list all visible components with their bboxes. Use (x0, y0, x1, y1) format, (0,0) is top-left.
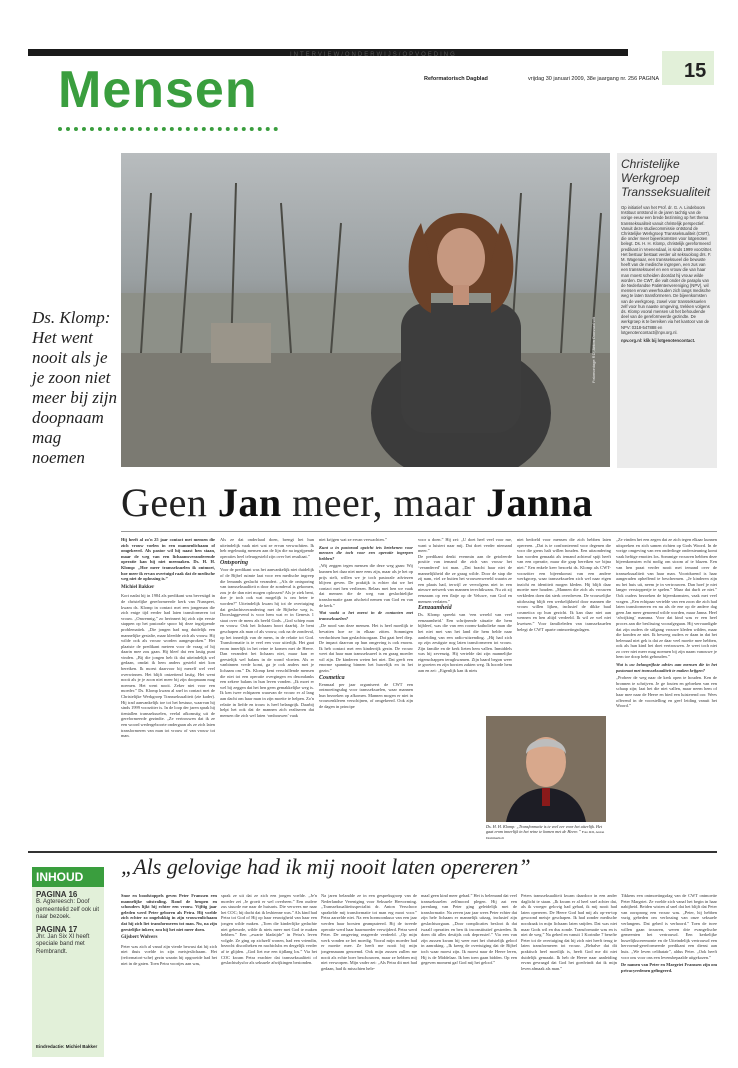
second-column-3 (321, 893, 417, 1053)
second-headline: „Als gelovige had ik mij nooit laten opereren” (121, 854, 531, 879)
sidebar-footer: npv.org.nl: klik bij lotgenotencontact. (621, 338, 696, 344)
portrait-credit: Foto RD, Anton Dommerholt (486, 830, 605, 840)
section-label: INTERVIEW/ONDERWIJS/OPVOEDING (290, 52, 457, 58)
pull-quote: Ds. Klomp: Het went nooit als je je zoon niet meer bij zijn doopnaam mag noemen (32, 308, 117, 467)
article-column-2 (220, 537, 314, 849)
second-text-2: sprak ze uit dat ze zich een jongen voelde. „Je'n moeder zei ‚Je groeit er wel overheen.” Een oudere zus stuurde me naar de huisarts. Die verwees me naar het COC; hij dacht dat ik lesbienne was.” Als kind had Petra tot God of Hij op haar eeuwigheid van haar een jongen wilde maken. „Toen die kinderlijke gedachte niet gebeurde, wilde ik niets meer met God te maken hebben.” Een „zwarte bladzijde” in Petra's leven volgde. Ze ging op zichzelf wonen, had een vriendin, bezocht discotheken en nachtclubs en dergelijk verder af te glijden. „God liet me een tijdlang los.” Via het COC kwam Petra erachter dat transseksualiteit of geslachtsdysfor als seksuele afwijkingen bestonden. (221, 893, 317, 966)
article-text-3d: Eenmaal per jaar organiseert de CWT een ontmoetingsdag voor transseksuelen, waar mannen hun bezoeken op afkomen. Mannen mogen er niet in vrouwenkleren verschijnen, of omgekeerd. Ook zijn de dagen in principe (319, 681, 413, 710)
article-text-6: „Ze vinden het een zegen dat ze zich tegen elkaar kunnen uitspreken en zich samen richten op Gods Woord. In de vorige omgeving van een onderlinge ondersteuning komt vaak heftige emoties los. Sommige vrouwen hebben deze bijeenkomsten echt nodig om stoom af te blazen. Een van hen praat verder nooit met iemand over de transseksualiteit van haar man. Voortdurend is haar aangeraden opheffend te beschermen. „Je kinderen zijn nu het huis uit, neem je in vertrouwen. Dan hoef je niet langer verstoppertje te spelen.” Maar dat durft ze niet.” Ook ouders bezoeken de bijeenkomsten, vaak met veel vragen. „Een echtpaar vertelde van een zoon die zich had laten transformeren en nu als de ene op de andere dag geen Jan meer genoemd wilde worden, maar Janna. Heel ‘afwijking’ mamma. Voor dat kind was er een heel proces aan die beslissing voorafgegaan. Hij vervaardigde dat zijn ouders de stilgang vrouwe kleden wilden, maar die konden ze niet. Ik beweeg ouders er daan in dat het belemaal niet gek is dat ze daar veel moeite mee hebben, ook als hun kind het doet vertrouwen. Je weet toch niet zo over niet meer mag noemen bij zijn naam vanouwe je hem toe doop hebt gehouden.” (616, 537, 717, 660)
article-text-5: niet bedoeld voor mensen die zich hebben laten opereren. „Dat is te confronterend voor degenen die voor die grens halt willen houden. Een uitzondering kan worden gemaakt als iemand achteraf spijt heeft van een operatie, maar die grap bereiken we bijna niet.” Een enkele keer bezoekt ds. Klomp als CWT-voorzitter een bijeenkomst van een andere werkgroep, waar transseksuelen zich wel naar eigen inzicht en identiteit mogen kleden. Hij blijft daar moeite mee houden. „Mannen die zich als vrouwen verkleden doen dat sterk overdreven. De vrouwelijke uitdossing blijft een werkelijkheid door mannen die vrouw willen lijken, inclusief de dikke baal cosmetica op hun gezicht. Ik kan daar niet aan wennen en hen altijd verdeeld. Ik wil ze wel niet kwetsen.” Voor familieleden van transseksuelen belegt de CWT aparte ontmoetingsdagen. (517, 537, 611, 632)
article-author: Michiel Bakker (121, 584, 155, 590)
contents-text: B. Agtereesch: Doof gemeentelid zelf ook uit naar bezoek. (36, 899, 100, 920)
section-divider (28, 851, 717, 853)
article-text-4: voor u doen.” Hij zei: „U doet heel veel voor me, want u luistert naar mij. Dat doet verder niemand meer.” (418, 537, 512, 554)
contents-title: INHOUD (32, 867, 104, 887)
question-1: Kunt u in pastoraal opzicht iets betekenen voor mensen die toch voor een operatie ingrepen hebben? (319, 544, 413, 561)
second-footnote: De namen van Peter en Margriet Franssen zijn om privacyredenen gefingeerd. (621, 962, 717, 973)
contents-item (32, 922, 104, 957)
headline-rule (121, 531, 717, 532)
contents-page: PAGINA 17 (36, 924, 78, 934)
headline-part-2: meer, maar (281, 480, 486, 525)
mannequin-illustration (121, 153, 610, 467)
second-column-1 (121, 893, 217, 1053)
article-column-6 (616, 537, 717, 849)
second-author: Gijsbert Wolvers (121, 935, 158, 941)
second-text-4: maal geen kind meer gehad.” Het is belemand dat veel transseksuelen zelfmoord plegen. Hij zat een jarenlang van Peter ging geleidelijk met de transformatie. Na zeven jaar jaar wees Peter echter dat zijn hele lichaam er mannelijk uitzag, inclusief zijn geslachtsorgaan. „Door complicaties besloot ik dat twaalf operaties en ben ik inconstitutief gestreden. Ik doen dit alles destijds ook depressief.” Via een van zijn zussen kwam hij weer met het christelijk geloof in aanraking. „Ik kreeg de overtuiging dat de Bijbel toch waar moest zijn. Ik moest naar de Heere leren, Hij is de Middelaar. Ik ben toen gaan bidden. Op een gegeven moment gaf God mij het geloof.” (421, 893, 517, 966)
brand-underline (58, 127, 278, 131)
subheading-cosmetica: Cosmetica (319, 674, 345, 681)
contents-page: PAGINA 16 (36, 890, 78, 899)
portrait-illustration (486, 716, 606, 822)
sidebar-box (617, 153, 717, 468)
second-column-2 (221, 893, 317, 1053)
contents-text: Jhr. Jan Six XI heeft speciale band met Rembrandt. (36, 933, 90, 955)
subheading-eenzaamheid: Eenzaamheid (418, 605, 452, 612)
sidebar-body: Op initiatief van het Prof. dr. G. A. Lindeboom Instituut ontstond in de jaren tachtig van de vorige eeuw een brede bezinning op het thema transseksualiteit vanuit christelijk perspectief. Vanuit deze studiecommissie ontstond de Christelijke Werkgroep Transseksualiteit (CWT), die onder meer bijeenkomsten voor lotgenoten belegt. Ds. H. H. Klomp, christelijk gereformeerd predikant in Veenendaal, is sinds 1999 voorzitter. Het bestuur bestaat verder uit seksuoloog drs. F. M. Wagenaar, een transseksueel die bewuste heeft van de medische ingrepen, een zus van een transseksueel en een vrouw die van haar man moest scheiden doordat hij vrouw wilde worden. De CWT, die valt onder de paraplu van de Nederlandse Patiëntenvereniging (NPV), wil mensen ervan weerhouden zich langs medische weg te laten transformeren. De bijeenkomsten van de werkgroep, zowel voor transseksuelen zelf voor hun naaste omgeving, trekken volgens ds. Klomp vooral mensen uit het behoudende deel van de gereformeerde gezindte. De werkgroep is te bereiken via het kantoor van de NPV: 0318-547888 en lotgenotencontact@npv.org.nl. (621, 205, 713, 335)
second-column-4 (421, 893, 517, 1053)
article-text-2b: Voor de predikant was het aanvankelijk niet duidelijk of de Bijbel ruimte laat voor een medische ingreep die lemands geslacht verandert. „Als de ontsporing van transseksualiteit n door de zondeval is gekomen, zou je de dan niet mogen oplossen? Als je ziek bent, doe je toch ook wat mogelijk is om beter te worden?” Uiteindelijk kwam hij tot de overtuiging dat geslachtsverandering met de Bijbelse weg is. Doorslaggevend is voor hem wat er in Genesis 1 staat over de mens als beeld Gods. „God schiep man en vrouw. Ook het lichaam hoort daarbij. Je bent geschapen als man of als vrouw, ook na de zondeval, op het innerlijk van de mens, in de relatie tot God. Transformatie is te veel een voor uiterlijk. Het gaat erom innerlijk in het reine te komen met de Heere. Dan verandert het lichaam niet, maar kan er geestelijk wel balans in de wond vloeien. Als er vanbinnen vrede komt, ga je ook anders met je lichaam om.” Ds. Klomp kent verschillende mensen die niet tot een operatie overgingen en desondanks een zekere balans in hun leven vonden. „Ik moet er wel bij zeggen dat het hen geen gemakkelijke weg is. Ik ken twee echtparen waarvan de vrouw er al lang aan dacht om haar man in zijn moeite te helpen. Zo'n relatie in liefde en trouw is heel belangrijk. Daarbij helpt het ook dat de mannen zich realiseren dat mensen die zich wel laten ‘ombouwen’ vaak (220, 567, 314, 718)
article-text-4c: Ds. Klomp spreekt van ‘een wereld van veel eenzaamheid.’ Een schrijnende situatie die hem bijbleef, was die van een rooms-katholieke man die het niet met van het land die hem belde naar aanleiding van een radio-uitzending. „Hij had zich op zijn zestigste nog laten transformeren tot vrouw. Zijn familie en de kerk lieten hem vallen. Inmiddels was hij zevenzig. Hij vertelde dat zijn mannelijke eigenschappen terugkwamen. Zijn baard begon weer te groeien en zijn borsten zakten weg. Ik hoorde hem aan en zei: „Eigenlijk kan ik niets (418, 612, 512, 674)
article-text-3c: „De nood van deze mensen. Het is heel moeilijk te bevatten hoe ze in elkaar zitten. Sommigen verduchtsen hun geslachtsorgaan. Dat gaat heel diep. De impact daarvan op hun omgeving is ook enorm. Ik heb contact met een kinderrijk gezin. De vrouw weet dat haar man transseksueel is en graag moeder wil zijn. De kinderen weten het niet. Dat geeft een enorme spanning binnen het huwelijk en in het gezin.” (319, 623, 413, 674)
article-text-2: Als ze dat onderlaad doen, brengt het hun uiteindelijk vaak niet wat ze ervan verwachtten. Ik heb regelmatig mensen aan de lijn die na ingrijpende operaties heel teleurgesteld zijn over het resultaat.” (220, 537, 314, 559)
article-text-1: Kort nadat hij in 1984 als predikant was bevestigd in de christelijke gereformeerde kerk van Nunspeet, kwam ds. Klomp in contact met een jongeman die zich enige tijd eerder had laten transformeren tot vrouw. „Onwennig,” zo herinnert hij zich zijn eerste stappen op het pastorale spoor bij deze ingrijpende problematiek. „Die jongen had nog duidelijk een mannelijke gestalte, maar kleedde zich als vrouw. Hij wilde ook als vrouw worden aangesproken.” Het plaatste de predikant meteen voor de vraag of hij daarin mee zou gaan. Hij bleef dat een lastig punt vinden. „Bij die jongen heb ik dat uiteindelijk wel gedaan, omdat ik hem anders gesteld niet kon bereiken. Ik moest daarvoor bij mezelf wel veel overwinnen. Het blijft ontzettend lastig. Het went nooit als je je zoon niet meer bij zijn doopnaam mag noemen. Het went nooit. Zeker niet voor een moeder.” Ds. Klomp kwam al snel in contact met de Christelijke Werkgroep Transseksualiteit (zie kader). Hij trad aanvankelijk toe tot het bestuur, waarvan hij sinds 1999 voorzitter is. In de loop der jaren sprak hij tientallen transseksuelen, veelal afkomstig uit de gereformeerde gezindte. „Ze vertrouwen dat ik ze een woord wedergeboorte ondergaan als ze zich laten transformeren van man tot vrouw of van vrouw tot man. (121, 593, 215, 739)
article-column-5 (517, 537, 611, 715)
article-column-1 (121, 537, 215, 849)
second-column-5 (521, 893, 617, 1053)
article-column-4 (418, 537, 512, 715)
second-text-1: Peter was zich al vanaf zijn vierde bewust dat hij zich niet thuis voelde in zijn meisjeslichaam. Het (reformatori-sche) gezin waarin hij opgroeide had het niet in de gaten. Toen Petra voortjes aan was, (121, 943, 217, 966)
article-text-4b: De predikant denkt evenmin aan de getoleerde positie van iemand die zich van vrouw het ‘verandered’ tot man. „Dat bracht haar niet de mannelijkheid die ze graag wilde. Door de stap die zij nam, viel ze buiten het vrouwenwereld waarin ze een plaats had, terwijl ze vervolgens niet in een nieuwe netwerk van mannen terechtkwam. Nu zit zij eenzaam op een flatje op de Veluwe, van God en mensen verlaten.” (418, 553, 512, 604)
sidebar-title: Christelijke Werkgroep Transseksualiteit (621, 157, 711, 199)
second-column-6 (621, 893, 717, 1053)
article-text-3b: „Wij zeggen tegen mensen die deze weg gaan: Wij kunnen het daar niet mee eens zijn, maar als je het op prijs stelt, willen we je toch pastorale adviezen blijven geven. De praktijk is echter dat we het contact met hen verliezen. Relaas met hen we vaak dat mensen die de weg van geslachtelijke transformatie gaan afscheid nemen van God en van de kerk.” (319, 563, 413, 608)
article-text-6b: „Probeer de weg naar de kerk open te houden. Ken de bronnen te schrijven. Je ge fouten en gebreken van een schaap zijn; laat het die niet vallen, maar neem hem of haar mee naar de Heere en bied een luisterend oor. Wees offerend in de voorstelling en geef leiding vanuit het Woord.” (616, 675, 717, 709)
second-text-6: Tikkens een ontmoetingsdag van de CWT ontmoette Peter Margriet. Ze voelde zich vanaf het begin in haar nabijheid. Beiden wisten al snel dat het blijft dat Peter van oorsprong een vrouw was. „Peter, hij hebben vurig gebeden om verlossing van onze seksuele verlangens. Dat gebed is verhoord.” Toen de twee willen gaan trouwen, weren drie evangelische gemeenten het vertrouwd. Een kerkelijke huwelijksceremonie en de Uiteindelijk vertrouwd een hervormd-gereformeerde predikant een dienst aan huis. „We leven celibatair”, aldus Peter. „Ook heeft voor ons voor ons een levensbepaalde uitgekozen.” (621, 893, 717, 960)
question-2: Wat vaakt u het meest in de contacten met transseksuelen? (319, 610, 413, 621)
second-text-3: Na jaren belandde ze in een gespreksgroep van de Nederlandse Vereniging voor Seksuele Hervorming. „Transseksualiteitsspecialist dr. Anton Verschoor sprakelde mij transformatie tot man erg mooi voor.” Petra aarzelde niet. Na een hormoonkuur van een jaar werden haar borsten geamputeerd. Bij de tweede operatie werd haar baarmoeder verwijderd. Petra werd Peter. De omgeving reageerde verdeeld. „Op mijn werk vonden ze het moedig. Vooral mijn moeder had er moeite mee. Ze heeft me nooit bij mijn jongensnaam genoemd. Ook mijn zussen zullen me nooit als echte boer beschouwen, maar ze hebben mij niet verworpen. Mijn vader zei: „Als Petra dit met had gedaan, had ik misschien hele- (321, 893, 417, 971)
dateline: vrijdag 30 januari 2009, 38e jaargang nr. 256 PAGINA (528, 76, 660, 82)
article-text-3: niet krijgen wat ze ervan verwachten.” (319, 537, 387, 542)
klomp-portrait (486, 716, 606, 822)
question-3: Wat is uw belangrijkste advies aan mensen die in het pastoraat met transseksualiteit te maken krijgen? (616, 662, 717, 673)
newspaper-name: Reformatorisch Dagblad (424, 76, 488, 82)
portrait-caption (486, 824, 608, 841)
headline-bold-1: Jan (217, 480, 282, 525)
headline-part-1: Geen (121, 480, 218, 525)
article-column-3 (319, 537, 413, 849)
contents-box (32, 867, 104, 1057)
second-text-5: Peters transseksualiteit kwam daardoor in een ander daglicht te staan. „Ik kwam er al heel snel achter dat, als ik vroeger gelovig had gehad, ik mij nooit had laten opereren. De Heere God had mij als op-en-top gewoond meisje geschapen. Ik had zonder medische noodzaak in mijn lichaam laten snijden. Dat was niet maar Gods wil en dus zonde. Transformatie was en is niet de weg.” Na gebed en vanuit 1 Korinthe 7 besefte Peter tot de overtuiging dat hij zich niet heeft terug te laten transformeren tot vrouw. „Behalve dat dit praktisch heel moeilijk is, heeft God me dit niet duidelijk gemaakt. Ik heb de Heere naar aanleiding ervan gevraagd dat God het goedvindt dat ik mijn leven afmaak als man.” (521, 893, 617, 971)
portrait-caption-text: Ds. H. H. Klomp: „Transformatie is te veel eer voor het uiterlijk. Het gaat erom innerlijk in het reine te komen met de Heere.” (486, 824, 603, 834)
editor-credit: Eindredactie: Michiel Bakker (36, 1044, 98, 1049)
section-brand: Mensen (58, 61, 258, 119)
page-number: 15 (684, 60, 707, 82)
photo-credit: Fotomontage RD, Anton Dommerholt (591, 317, 596, 383)
subheading-ontsporing: Ontsporing (220, 560, 249, 567)
mannequin-photo (121, 153, 610, 467)
second-intro: Snoe en boodstoppels geven Peter Franssen een mannelijke uitstraling. Rond de heupen en schouders lijkt hij echter een vrouw. Vijftig jaar geleden werd Peter geboren als Petra. Hij voelde zich echter zo ongelukkig in zijn vrouwenlichaam dat hij zich liet transformeren tot man. Nu, na zijn geestelijke inkeer, zou hij het niet meer doen. (121, 893, 217, 932)
article-intro: Hij heeft al zo'n 25 jaar contact met mensen die zich vrouw voelen in een mannenlichaam of omgekeerd. Als pastor wil hij naast hen staan, maar de weg van een lichaamsveranderende operatie kan hij niet meemaken. Ds. H. H. Klomp: „Hoe meer transseksuelen ik ontmoet, hoe meer ik ervan overtuigd raak dat de medische weg niet de oplossing is.” (121, 537, 215, 582)
headline-bold-2: Janna (485, 480, 593, 525)
main-headline (121, 479, 593, 526)
contents-item (32, 887, 104, 922)
